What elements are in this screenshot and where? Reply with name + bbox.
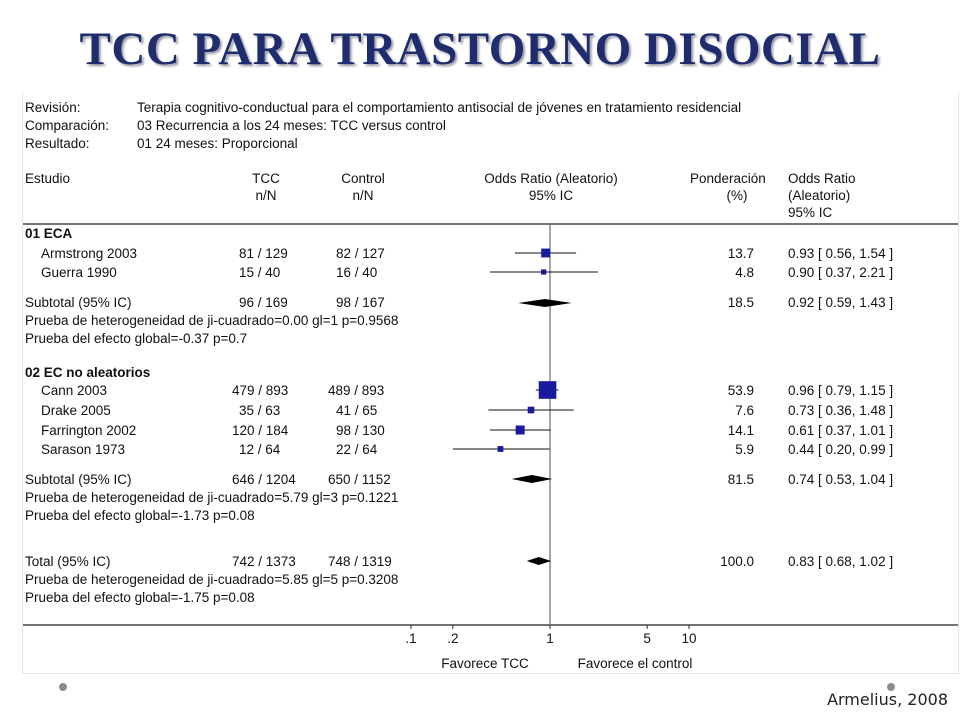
review-value: Terapia cognitivo-conductual para el comportamiento antisocial de jóvenes en tratamiento residencial bbox=[137, 100, 742, 115]
group-label-ec-no-aleatorios: 02 EC no aleatorios bbox=[25, 365, 151, 380]
total-label: Total (95% IC) bbox=[25, 554, 111, 569]
axis-tick-label: 5 bbox=[643, 631, 651, 646]
subtotal-label: Subtotal (95% IC) bbox=[25, 295, 132, 310]
study-control: 489 / 893 bbox=[328, 383, 385, 398]
subtotal-tcc: 646 / 1204 bbox=[232, 472, 296, 487]
subtotal-ci: 0.74 [ 0.53, 1.04 ] bbox=[788, 472, 894, 487]
study-tcc: 479 / 893 bbox=[232, 383, 289, 398]
axis-tick-label: 10 bbox=[681, 631, 697, 646]
study-ci: 0.73 [ 0.36, 1.48 ] bbox=[788, 403, 894, 418]
study-control: 22 / 64 bbox=[336, 442, 378, 457]
col-or-right-header: Odds Ratio bbox=[788, 171, 856, 186]
subtotal-diamond bbox=[512, 475, 553, 483]
group-label-eca: 01 ECA bbox=[25, 226, 73, 241]
study-name: Sarason 1973 bbox=[41, 442, 126, 457]
source-credit: Armelius, 2008 bbox=[827, 690, 948, 709]
study-ci: 0.96 [ 0.79, 1.15 ] bbox=[788, 383, 894, 398]
col-tcc-subheader: n/N bbox=[255, 188, 277, 203]
study-ci: 0.93 [ 0.56, 1.54 ] bbox=[788, 246, 894, 261]
forest-plot bbox=[23, 93, 958, 673]
col-weight-subheader: (%) bbox=[726, 188, 748, 203]
overall-effect-text: Prueba del efecto global=-1.73 p=0.08 bbox=[25, 508, 255, 523]
col-weight-header: Ponderación bbox=[690, 171, 766, 186]
forest-marks bbox=[405, 224, 696, 646]
study-marker bbox=[539, 381, 557, 399]
heterogeneity-text: Prueba de heterogeneidad de ji-cuadrado=5.79 gl=3 p=0.1221 bbox=[25, 490, 399, 505]
outcome-label: Resultado: bbox=[25, 136, 90, 151]
subtotal-ci: 0.92 [ 0.59, 1.43 ] bbox=[788, 295, 894, 310]
subtotal-diamond bbox=[518, 299, 571, 307]
study-tcc: 12 / 64 bbox=[239, 442, 281, 457]
study-name: Farrington 2002 bbox=[41, 423, 137, 438]
study-tcc: 35 / 63 bbox=[239, 403, 281, 418]
study-weight: 14.1 bbox=[727, 423, 754, 438]
study-control: 82 / 127 bbox=[336, 246, 385, 261]
study-control: 16 / 40 bbox=[336, 265, 378, 280]
study-weight: 5.9 bbox=[735, 442, 754, 457]
col-or-right-subheader2: 95% IC bbox=[788, 205, 833, 220]
col-tcc-header: TCC bbox=[252, 171, 280, 186]
heterogeneity-text: Prueba de heterogeneidad de ji-cuadrado=5.85 gl=5 p=0.3208 bbox=[25, 572, 399, 587]
study-marker bbox=[498, 446, 504, 452]
slide-title: TCC PARA TRASTORNO DISOCIAL bbox=[79, 23, 881, 75]
study-name: Drake 2005 bbox=[41, 403, 111, 418]
study-name: Guerra 1990 bbox=[41, 265, 117, 280]
study-tcc: 120 / 184 bbox=[232, 423, 289, 438]
total-tcc: 742 / 1373 bbox=[232, 554, 296, 569]
study-marker bbox=[541, 249, 550, 258]
col-or-right-subheader: (Aleatorio) bbox=[788, 188, 851, 203]
axis-tick-label: 1 bbox=[546, 631, 554, 646]
study-marker bbox=[528, 407, 535, 414]
study-tcc: 81 / 129 bbox=[239, 246, 288, 261]
study-weight: 4.8 bbox=[735, 265, 754, 280]
subtotal-weight: 81.5 bbox=[727, 472, 754, 487]
total-ci: 0.83 [ 0.68, 1.02 ] bbox=[788, 554, 894, 569]
total-diamond bbox=[527, 557, 551, 565]
col-control-subheader: n/N bbox=[352, 188, 374, 203]
subtotal-label: Subtotal (95% IC) bbox=[25, 472, 132, 487]
subtotal-tcc: 96 / 169 bbox=[239, 295, 288, 310]
overall-effect-text: Prueba del efecto global=-1.75 p=0.08 bbox=[25, 590, 255, 605]
comparison-value: 03 Recurrencia a los 24 meses: TCC versus control bbox=[137, 118, 446, 133]
slide-decor-dot-left bbox=[59, 683, 67, 691]
col-or-header: Odds Ratio (Aleatorio) bbox=[484, 171, 618, 186]
subtotal-control: 650 / 1152 bbox=[328, 472, 391, 487]
study-ci: 0.90 [ 0.37, 2.21 ] bbox=[788, 265, 894, 280]
outcome-value: 01 24 meses: Proporcional bbox=[137, 136, 298, 151]
axis-tick-label: .1 bbox=[405, 631, 417, 646]
overall-effect-text: Prueba del efecto global=-0.37 p=0.7 bbox=[25, 331, 248, 346]
favours-left-label: Favorece TCC bbox=[441, 656, 529, 671]
col-or-subheader: 95% IC bbox=[528, 188, 574, 203]
favours-right-label: Favorece el control bbox=[577, 656, 693, 671]
axis-tick-label: .2 bbox=[447, 631, 459, 646]
subtotal-control: 98 / 167 bbox=[336, 295, 385, 310]
col-study-header: Estudio bbox=[25, 171, 71, 186]
subtotal-weight: 18.5 bbox=[727, 295, 754, 310]
total-weight: 100.0 bbox=[720, 554, 754, 569]
study-weight: 13.7 bbox=[727, 246, 754, 261]
col-control-header: Control bbox=[341, 171, 385, 186]
study-name: Cann 2003 bbox=[41, 383, 108, 398]
study-name: Armstrong 2003 bbox=[41, 246, 138, 261]
study-ci: 0.61 [ 0.37, 1.01 ] bbox=[788, 423, 894, 438]
study-control: 98 / 130 bbox=[336, 423, 385, 438]
study-marker bbox=[541, 269, 546, 274]
total-control: 748 / 1319 bbox=[328, 554, 392, 569]
review-label: Revisión: bbox=[25, 100, 81, 115]
study-control: 41 / 65 bbox=[336, 403, 378, 418]
study-weight: 7.6 bbox=[735, 403, 754, 418]
comparison-label: Comparación: bbox=[25, 118, 110, 133]
study-ci: 0.44 [ 0.20, 0.99 ] bbox=[788, 442, 894, 457]
forest-plot-panel bbox=[22, 93, 959, 674]
study-tcc: 15 / 40 bbox=[239, 265, 281, 280]
study-marker bbox=[516, 425, 525, 434]
study-weight: 53.9 bbox=[727, 383, 754, 398]
heterogeneity-text: Prueba de heterogeneidad de ji-cuadrado=0.00 gl=1 p=0.9568 bbox=[25, 313, 399, 328]
